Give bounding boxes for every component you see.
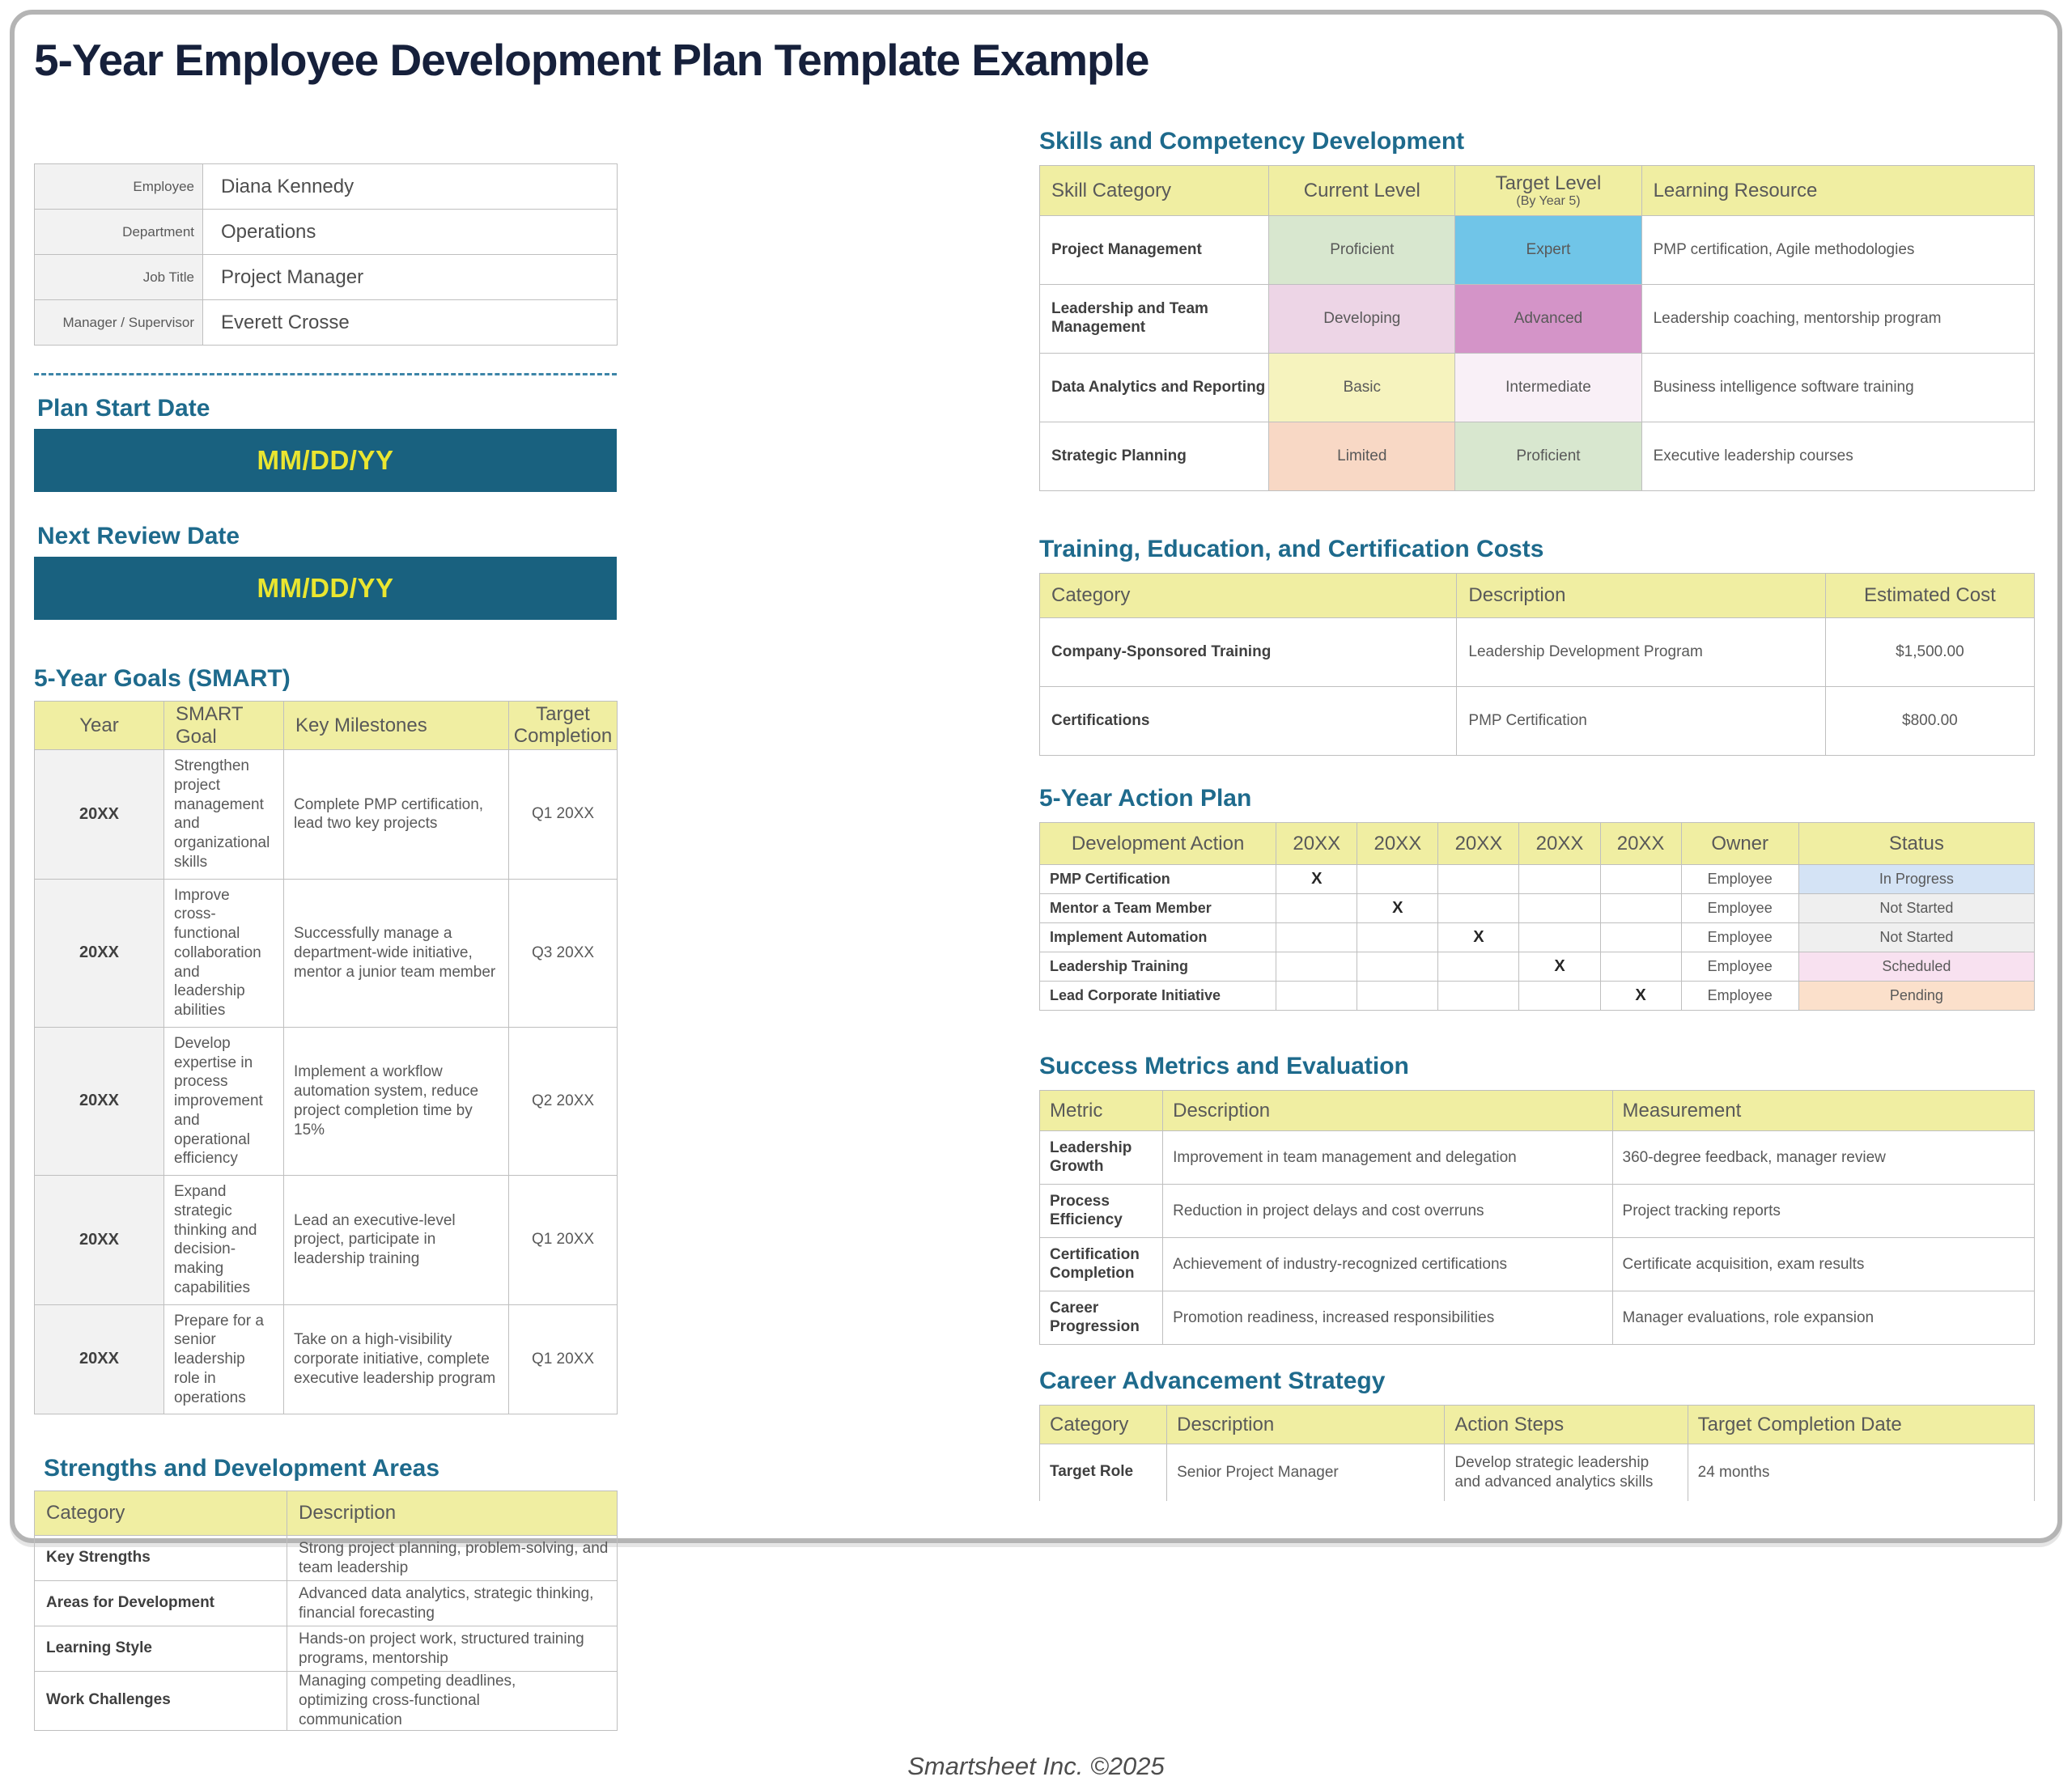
next-review-date-heading: Next Review Date [37, 523, 240, 549]
target-completion: Q1 20XX [509, 1176, 618, 1305]
goal-year: 20XX [35, 1304, 164, 1414]
year-mark: X [1600, 982, 1681, 1011]
metric-name: Career Progression [1040, 1291, 1163, 1345]
owner-cell: Employee [1681, 982, 1798, 1011]
column-header: Metric [1040, 1091, 1163, 1131]
table-header-row [1040, 1406, 2035, 1444]
employee-info-table [34, 163, 618, 346]
goal-year: 20XX [35, 879, 164, 1027]
year-mark [1519, 894, 1600, 923]
table-row [35, 1304, 618, 1414]
key-milestones: Successfully manage a department-wide initiative, mentor a junior team member [284, 879, 509, 1027]
year-mark [1600, 865, 1681, 894]
year-mark [1600, 923, 1681, 952]
key-milestones: Lead an executive-level project, participate in leadership training [284, 1176, 509, 1305]
strength-category: Key Strengths [35, 1536, 287, 1581]
action-plan-heading: 5-Year Action Plan [1039, 785, 1252, 812]
year-mark [1276, 894, 1357, 923]
status-badge: Not Started [1798, 894, 2034, 923]
metric-measurement: Certificate acquisition, exam results [1612, 1238, 2034, 1291]
key-milestones: Take on a high-visibility corporate initiative, complete executive leadership program [284, 1304, 509, 1414]
metric-measurement: Project tracking reports [1612, 1185, 2034, 1238]
career-category: Target Role [1040, 1444, 1167, 1501]
goal-year: 20XX [35, 750, 164, 880]
table-row [35, 1672, 618, 1730]
skill-category: Leadership and Team Management [1040, 285, 1269, 354]
strength-category: Learning Style [35, 1626, 287, 1672]
skills-table [1039, 165, 2035, 491]
table-row [1040, 982, 2035, 1011]
training-category: Certifications [1040, 687, 1457, 756]
goals-heading: 5-Year Goals (SMART) [34, 665, 291, 692]
target-completion: Q1 20XX [509, 750, 618, 880]
metric-measurement: Manager evaluations, role expansion [1612, 1291, 2034, 1345]
skills-heading: Skills and Competency Development [1039, 128, 1465, 155]
career-heading: Career Advancement Strategy [1039, 1368, 1386, 1394]
skill-category: Data Analytics and Reporting [1040, 354, 1269, 422]
strength-description: Strong project planning, problem-solving, and team leadership [287, 1536, 618, 1581]
column-header: Skill Category [1040, 166, 1269, 216]
column-header: Description [1457, 574, 1825, 618]
table-row [35, 1176, 618, 1305]
career-description: Senior Project Manager [1167, 1444, 1445, 1501]
table-row [35, 750, 618, 880]
year-mark: X [1438, 923, 1519, 952]
table-row [35, 1536, 618, 1581]
key-milestones: Implement a workflow automation system, reduce project completion time by 15% [284, 1027, 509, 1175]
metric-name: Leadership Growth [1040, 1131, 1163, 1185]
metrics-heading: Success Metrics and Evaluation [1039, 1053, 1409, 1079]
estimated-cost: $1,500.00 [1825, 618, 2034, 687]
target-completion: Q2 20XX [509, 1027, 618, 1175]
content-columns [34, 86, 2038, 1731]
training-heading: Training, Education, and Certification Costs [1039, 536, 1544, 562]
year-mark [1276, 982, 1357, 1011]
metric-description: Reduction in project delays and cost overruns [1163, 1185, 1612, 1238]
column-header: Target Completion Date [1688, 1406, 2034, 1444]
learning-resource: Leadership coaching, mentorship program [1641, 285, 2034, 354]
year-mark: X [1276, 865, 1357, 894]
target-level-subtext: (By Year 5) [1516, 194, 1581, 209]
training-description: Leadership Development Program [1457, 618, 1825, 687]
column-header: 20XX [1276, 823, 1357, 865]
development-action: Implement Automation [1040, 923, 1276, 952]
year-mark [1438, 865, 1519, 894]
table-row [1040, 422, 2035, 491]
learning-resource: Executive leadership courses [1641, 422, 2034, 491]
table-row [1040, 865, 2035, 894]
smart-goal: Strengthen project management and organizational skills [164, 750, 284, 880]
plan-start-date-heading: Plan Start Date [37, 395, 210, 422]
strengths-table [34, 1491, 618, 1730]
training-category: Company-Sponsored Training [1040, 618, 1457, 687]
employee-label: Employee [35, 164, 203, 210]
target-level-cell: Advanced [1455, 285, 1641, 354]
table-row [1040, 216, 2035, 285]
goal-year: 20XX [35, 1176, 164, 1305]
smart-goal: Expand strategic thinking and decision-making capabilities [164, 1176, 284, 1305]
table-row [1040, 1185, 2035, 1238]
table-header-row [1040, 574, 2035, 618]
career-target-date: 24 months [1688, 1444, 2034, 1501]
table-row [1040, 894, 2035, 923]
strength-category: Work Challenges [35, 1672, 287, 1730]
year-mark [1600, 894, 1681, 923]
plan-start-date-field[interactable] [34, 429, 617, 492]
column-header: 20XX [1519, 823, 1600, 865]
table-header-row [35, 702, 618, 750]
column-header: Year [35, 702, 164, 750]
metric-description: Improvement in team management and delegation [1163, 1131, 1612, 1185]
column-header: Action Steps [1445, 1406, 1688, 1444]
table-header-row [1040, 823, 2035, 865]
year-mark [1438, 894, 1519, 923]
target-level-cell: Expert [1455, 216, 1641, 285]
key-milestones: Complete PMP certification, lead two key projects [284, 750, 509, 880]
year-mark [1357, 865, 1438, 894]
plan-start-date-placeholder: MM/DD/YY [257, 445, 394, 475]
manager-label: Manager / Supervisor [35, 300, 203, 346]
current-level-cell: Developing [1269, 285, 1455, 354]
strength-description: Managing competing deadlines, optimizing cross-functional communication [287, 1672, 618, 1730]
metric-description: Promotion readiness, increased responsibilities [1163, 1291, 1612, 1345]
training-costs-table [1039, 573, 2035, 756]
column-header: Owner [1681, 823, 1798, 865]
metrics-table [1039, 1090, 2035, 1345]
learning-resource: Business intelligence software training [1641, 354, 2034, 422]
year-mark: X [1519, 952, 1600, 982]
strength-category: Areas for Development [35, 1581, 287, 1626]
target-level-cell: Intermediate [1455, 354, 1641, 422]
goals-table [34, 701, 618, 1414]
year-mark: X [1357, 894, 1438, 923]
target-completion: Q3 20XX [509, 879, 618, 1027]
year-mark [1438, 952, 1519, 982]
column-header: Development Action [1040, 823, 1276, 865]
table-row [1040, 952, 2035, 982]
column-header: Description [1167, 1406, 1445, 1444]
column-header: Category [1040, 1406, 1167, 1444]
table-row [1040, 1444, 2035, 1501]
table-row [35, 1581, 618, 1626]
year-mark [1438, 982, 1519, 1011]
owner-cell: Employee [1681, 865, 1798, 894]
page-card [10, 10, 2062, 1780]
table-row [1040, 1131, 2035, 1185]
current-level-cell: Basic [1269, 354, 1455, 422]
career-action-steps: Develop strategic leadership and advanced analytics skills [1445, 1444, 1688, 1501]
column-header: Key Milestones [284, 702, 509, 750]
year-mark [1357, 923, 1438, 952]
next-review-date-field[interactable] [34, 557, 617, 620]
table-row [1040, 618, 2035, 687]
table-row [1040, 285, 2035, 354]
target-level-label: Target Level [1495, 172, 1602, 194]
target-completion: Q1 20XX [509, 1304, 618, 1414]
action-plan-table [1039, 822, 2035, 1011]
metric-name: Certification Completion [1040, 1238, 1163, 1291]
column-header: 20XX [1438, 823, 1519, 865]
right-column [1039, 86, 2035, 1501]
metric-name: Process Efficiency [1040, 1185, 1163, 1238]
year-mark [1357, 982, 1438, 1011]
table-row [35, 300, 618, 346]
year-mark [1519, 865, 1600, 894]
strengths-heading: Strengths and Development Areas [44, 1455, 440, 1482]
column-header: Current Level [1269, 166, 1455, 216]
estimated-cost: $800.00 [1825, 687, 2034, 756]
development-action: Mentor a Team Member [1040, 894, 1276, 923]
next-review-date-placeholder: MM/DD/YY [257, 573, 394, 603]
metric-measurement: 360-degree feedback, manager review [1612, 1131, 2034, 1185]
current-level-cell: Limited [1269, 422, 1455, 491]
smart-goal: Improve cross-functional collaboration and leadership abilities [164, 879, 284, 1027]
table-row [35, 1626, 618, 1672]
year-mark [1519, 923, 1600, 952]
column-header: Category [35, 1491, 287, 1536]
table-row [35, 210, 618, 255]
manager-value: Everett Crosse [203, 300, 618, 346]
current-level-cell: Proficient [1269, 216, 1455, 285]
column-header: 20XX [1357, 823, 1438, 865]
strength-description: Advanced data analytics, strategic thinking, financial forecasting [287, 1581, 618, 1626]
year-mark [1276, 923, 1357, 952]
column-header: Target Completion [509, 702, 618, 750]
table-row [35, 255, 618, 300]
metric-description: Achievement of industry-recognized certifications [1163, 1238, 1612, 1291]
smart-goal: Develop expertise in process improvement and operational efficiency [164, 1027, 284, 1175]
development-action: PMP Certification [1040, 865, 1276, 894]
column-header: Category [1040, 574, 1457, 618]
table-row [1040, 923, 2035, 952]
training-description: PMP Certification [1457, 687, 1825, 756]
status-badge: Not Started [1798, 923, 2034, 952]
department-value: Operations [203, 210, 618, 255]
table-header-row [1040, 1091, 2035, 1131]
column-header: Status [1798, 823, 2034, 865]
page-title: 5-Year Employee Development Plan Template Example [34, 35, 1149, 85]
department-label: Department [35, 210, 203, 255]
development-action: Leadership Training [1040, 952, 1276, 982]
job-title-value: Project Manager [203, 255, 618, 300]
table-row [1040, 687, 2035, 756]
column-header: Measurement [1612, 1091, 2034, 1131]
column-header: Description [1163, 1091, 1612, 1131]
table-header-row [1040, 166, 2035, 216]
column-header: Learning Resource [1641, 166, 2034, 216]
smart-goal: Prepare for a senior leadership role in operations [164, 1304, 284, 1414]
dashed-divider [34, 373, 617, 375]
table-row [35, 879, 618, 1027]
table-row [1040, 354, 2035, 422]
column-header: 20XX [1600, 823, 1681, 865]
owner-cell: Employee [1681, 894, 1798, 923]
owner-cell: Employee [1681, 952, 1798, 982]
year-mark [1276, 952, 1357, 982]
owner-cell: Employee [1681, 923, 1798, 952]
table-header-row [35, 1491, 618, 1536]
strength-description: Hands-on project work, structured training programs, mentorship [287, 1626, 618, 1672]
goal-year: 20XX [35, 1027, 164, 1175]
skill-category: Strategic Planning [1040, 422, 1269, 491]
column-header: SMART Goal [164, 702, 284, 750]
status-badge: Pending [1798, 982, 2034, 1011]
development-action: Lead Corporate Initiative [1040, 982, 1276, 1011]
skill-category: Project Management [1040, 216, 1269, 285]
learning-resource: PMP certification, Agile methodologies [1641, 216, 2034, 285]
year-mark [1519, 982, 1600, 1011]
target-level-cell: Proficient [1455, 422, 1641, 491]
left-column [34, 86, 618, 1731]
job-title-label: Job Title [35, 255, 203, 300]
table-row [35, 1027, 618, 1175]
employee-value: Diana Kennedy [203, 164, 618, 210]
table-row [1040, 1238, 2035, 1291]
year-mark [1357, 952, 1438, 982]
year-mark [1600, 952, 1681, 982]
column-header: Description [287, 1491, 618, 1536]
table-row [35, 164, 618, 210]
table-row [1040, 1291, 2035, 1345]
column-header: Estimated Cost [1825, 574, 2034, 618]
career-table [1039, 1405, 2035, 1501]
footer-copyright: Smartsheet Inc. ©2025 [907, 1751, 1165, 1780]
status-badge: In Progress [1798, 865, 2034, 894]
status-badge: Scheduled [1798, 952, 2034, 982]
column-header [1455, 166, 1641, 216]
